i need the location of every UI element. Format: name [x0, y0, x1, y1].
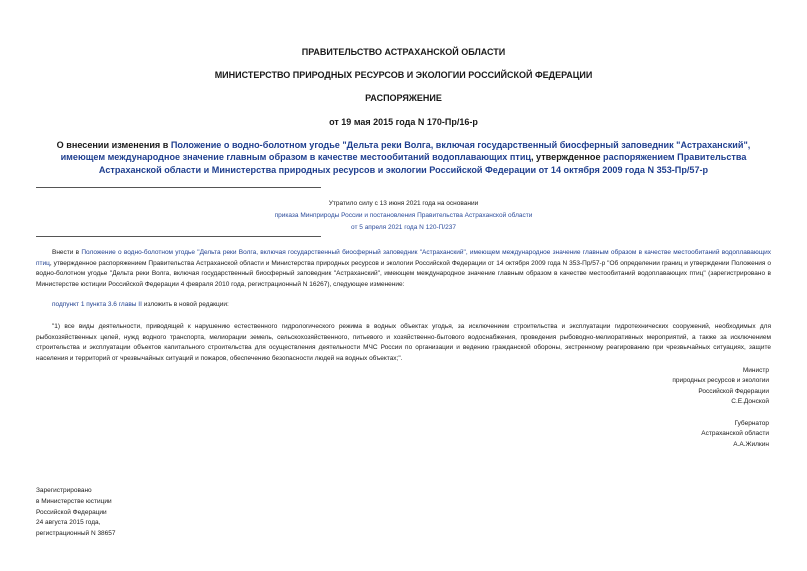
divider-top: [36, 187, 321, 188]
lost-force-link[interactable]: приказа Минприроды России и постановления Правительства Астраханской области: [274, 212, 533, 219]
p2-suffix: изложить в новой редакции:: [141, 301, 229, 308]
document-date-number: от 19 мая 2015 года N 170-Пр/16-р: [329, 117, 478, 127]
body-paragraph-1: [36, 248, 771, 290]
sig2-region: Астраханской области: [701, 430, 769, 438]
title-link-order[interactable]: распоряжением Правительства Астраханской области и Министерства природных ресурсов и экологии Российской Федерации от 14 октября 2009 года N 353-Пр/57-р: [98, 152, 747, 175]
title-link-regulation[interactable]: Положение о водно-болотном угодье "Дельта реки Волга, включая государственный биосферный заповедник "Астраханский", имеющем международное значение главным образом в качестве местообитаний водоплавающих птиц: [60, 140, 751, 163]
title-prefix: О внесении изменения в: [56, 140, 171, 150]
p1-middle: , утвержденное распоряжением Правительства Астраханской области и Министерства природных ресурсов и экологии Российской Федерации от 14 октября 2009 года N 353-Пр/57-р "Об определении границ и утверждении Положения о водно-болотном угодье "Дельта реки Волга, включая государственный биосферный заповедник "Астраханский", имеющем международное значение главным образом в качестве местообитаний водоплавающих птиц": [36, 259, 771, 278]
body-paragraph-3: [36, 322, 771, 364]
reg-line5: регистрационный N 38657: [36, 530, 116, 538]
sig2-name: А.А.Жилкин: [733, 440, 769, 448]
registration-note: [36, 486, 116, 540]
sig1-position: Министр: [742, 367, 769, 374]
document-title: [36, 139, 771, 176]
body-paragraph-2: [36, 300, 771, 311]
sig1-name: С.Е.Донской: [731, 398, 769, 406]
ministry-header: МИНИСТЕРСТВО ПРИРОДНЫХ РЕСУРСОВ И ЭКОЛОГИИ РОССИЙСКОЙ ФЕДЕРАЦИИ: [214, 70, 593, 80]
p1-link-regulation[interactable]: Положение о водно-болотном угодье "Дельта реки Волга, включая государственный биосферный заповедник "Астраханский", имеющем международное значение главным образом в качестве местообитаний водоплавающих птиц: [36, 249, 771, 267]
reg-line2: в Министерстве юстиции: [36, 497, 112, 505]
p1-suffix: (зарегистрировано в Министерстве юстиции Российской Федерации 4 февраля 2010 года, регистрационный N 16267), следующее изменение:: [36, 270, 771, 288]
reg-line3: Российской Федерации: [36, 508, 107, 516]
p1-prefix: Внести в: [52, 249, 82, 256]
p2-link-subclause[interactable]: подпункт 1 пункта 3.6 главы II: [52, 301, 142, 308]
reg-line1: Зарегистрировано: [36, 487, 92, 494]
lost-force-note: [261, 198, 546, 234]
sig1-ministry: природных ресурсов и экологии: [672, 377, 769, 385]
sig1-country: Российской Федерации: [698, 387, 769, 395]
lost-force-line1: Утратило силу с 13 июня 2021 года на основании: [328, 200, 479, 207]
signature-governor: [529, 419, 769, 450]
government-header: ПРАВИТЕЛЬСТВО АСТРАХАНСКОЙ ОБЛАСТИ: [301, 47, 506, 57]
signature-minister: [529, 366, 769, 408]
lost-force-link-date[interactable]: от 5 апреля 2021 года N 120-П/237: [351, 224, 456, 231]
title-middle: , утвержденное: [531, 152, 604, 163]
p3-text: "1) все виды деятельности, приводящей к нарушению естественного гидрологического режима в водных объектах угодья, за исключением строительства и эксплуатации гидротехнических сооружений, необходимых для рыбохозяйственных целей, нужд водного транспорта, мелиорации земель, сельскохозяйственного, питьевого и хозяйственно-бытового водоснабжения, проведения рыбоводно-мелиоративных мероприятий, а также за исключением строительства и эксплуатации объектов капитального строительства для осуществления деятельности МЧС России по организации и ведению гражданской обороны, экстренному реагированию при чрезвычайных ситуациях, защите населения и территорий от чрезвычайных ситуаций и пожаров, обеспечению безопасности людей на водных объектах;".: [36, 323, 771, 362]
divider-bottom: [36, 236, 321, 237]
sig2-position: Губернатор: [734, 420, 769, 427]
document-type: РАСПОРЯЖЕНИЕ: [365, 93, 442, 103]
reg-line4: 24 августа 2015 года,: [36, 519, 101, 527]
